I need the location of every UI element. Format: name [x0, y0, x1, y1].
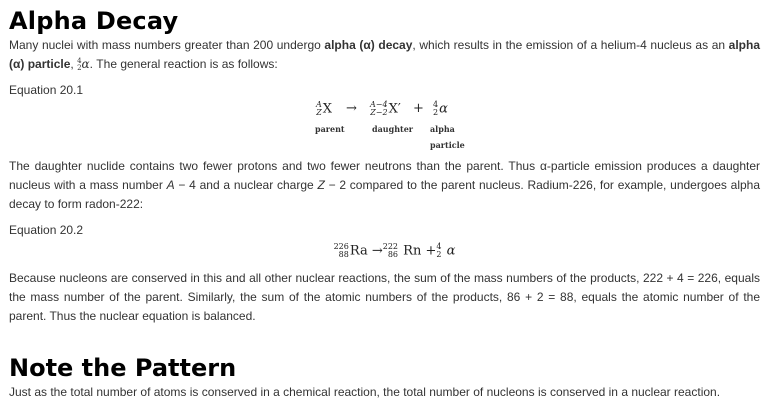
para2-text-2: − 4 and a nuclear charge	[174, 178, 318, 192]
parent-mass: A	[316, 100, 322, 109]
radon-prefix	[383, 243, 398, 259]
plus-sign-2: +	[425, 243, 437, 259]
reaction-arrow: →	[346, 101, 357, 116]
parent-prefix	[316, 101, 322, 117]
alpha-charge: 2	[77, 63, 82, 72]
radium-charge: 88	[338, 250, 349, 259]
radon-charge: 86	[387, 250, 399, 259]
alpha-eq-mass: 4	[433, 100, 439, 109]
alpha-nuclide	[433, 101, 448, 117]
alpha2-mass: 4	[436, 242, 442, 251]
equation-label-20-1: Equation 20.1	[9, 83, 84, 97]
alpha2-prefix	[436, 243, 441, 259]
parent-nuclide	[316, 101, 332, 117]
daughter-prefix	[370, 101, 388, 117]
para2-text-1: The daughter nuclide contains two fewer protons and two fewer neutrons than the parent. Thus α-particle emission produces a daughter nucleus with a mass number	[9, 159, 760, 192]
term-alpha-decay: alpha (α) decay	[324, 38, 413, 52]
radium-prefix	[334, 243, 349, 259]
caption-daughter: daughter	[372, 124, 414, 134]
radon-symbol: Rn	[403, 243, 422, 259]
alpha-eq-charge: 2	[433, 108, 439, 117]
intro-text-4: . The general reaction is as follows:	[89, 57, 278, 71]
radium-mass: 226	[333, 242, 349, 251]
conservation-paragraph: Because nucleons are conserved in this and all other nuclear reactions, the sum of the mass numbers of the products, 222 + 4 = 226, equals the mass number of the parent. Similarly, the sum of the atomic numbers of the products, 86 + 2 = 88, equals the atomic number of the parent. Thus the nuclear equation is balanced.	[9, 271, 760, 323]
caption-particle: particle	[430, 140, 465, 150]
alpha-eq-symbol: α	[439, 101, 448, 117]
intro-paragraph	[9, 36, 760, 74]
radon-mass: 222	[382, 242, 399, 251]
var-a: A	[166, 178, 175, 192]
alpha-symbol: α	[81, 57, 90, 71]
alpha-prefix	[433, 101, 438, 117]
reaction-arrow-2: →	[371, 243, 383, 259]
intro-text-1: Many nuclei with mass numbers greater than 200 undergo	[9, 38, 325, 52]
equation-20-1	[9, 99, 760, 157]
daughter-symbol: X′	[388, 101, 401, 117]
parent-charge: Z	[316, 108, 322, 117]
alpha2-charge: 2	[436, 250, 442, 259]
equation-label-20-2: Equation 20.2	[9, 223, 84, 237]
plus-sign: +	[413, 101, 424, 116]
caption-parent: parent	[315, 124, 345, 134]
daughter-charge: Z−2	[370, 108, 388, 117]
intro-text-2: , which results in the emission of a helium-4 nucleus as an	[412, 38, 729, 52]
parent-symbol: X	[322, 101, 333, 117]
alpha2-symbol: α	[446, 243, 456, 259]
para2-text-3: − 2 compared to the parent nucleus. Radium-226, for example, undergoes alpha decay to form radon-222:	[9, 178, 761, 211]
note-paragraph: Just as the total number of atoms is conserved in a chemical reaction, the total number of nucleons is conserved in a nuclear reaction.	[9, 385, 721, 399]
section-title-note-the-pattern: Note the Pattern	[9, 354, 237, 382]
equation-20-2	[9, 239, 760, 269]
term-alpha-particle: alpha (α) particle	[9, 38, 761, 71]
radium-symbol: Ra	[349, 243, 368, 259]
var-z: Z	[317, 178, 325, 192]
daughter-nuclide	[370, 101, 401, 117]
caption-alpha: alpha	[430, 124, 455, 134]
daughter-paragraph	[9, 157, 760, 214]
section-title-alpha-decay: Alpha Decay	[9, 7, 179, 35]
intro-text-3: ,	[70, 57, 78, 71]
daughter-mass: A−4	[370, 100, 388, 109]
alpha-mass: 4	[77, 56, 82, 65]
